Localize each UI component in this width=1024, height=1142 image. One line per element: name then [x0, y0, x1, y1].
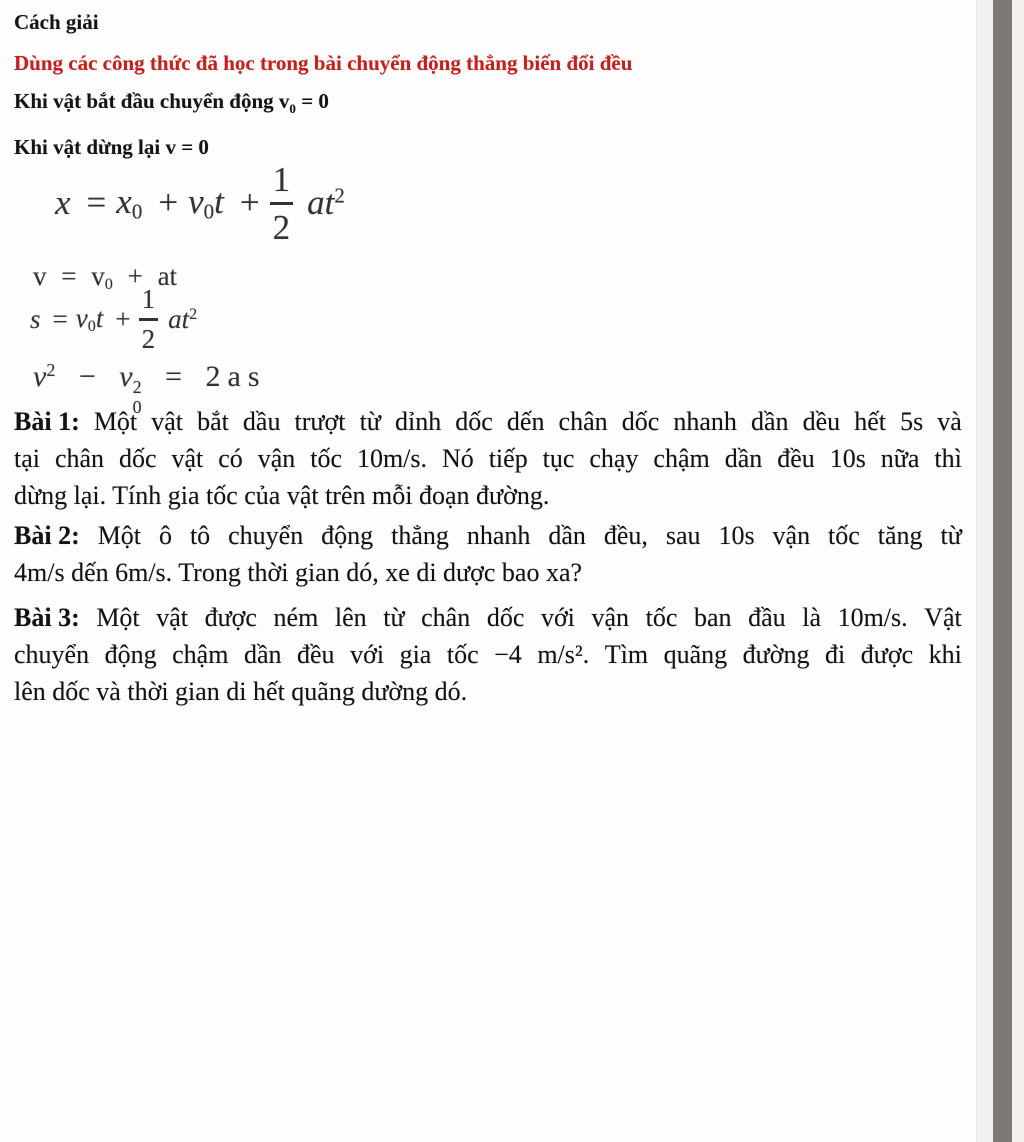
problem-word: nhanh	[673, 407, 737, 437]
problem-2	[14, 517, 962, 591]
minus-sign: −	[78, 360, 96, 394]
problem-word: quãng	[663, 640, 728, 670]
problem-word: sau	[665, 521, 701, 551]
scrollbar-thumb[interactable]	[993, 0, 1012, 1142]
problem-word: dần	[750, 407, 789, 437]
formula-velocity	[33, 261, 962, 294]
scrollbar-track[interactable]	[976, 0, 1024, 1142]
problem-word: dần	[243, 640, 282, 670]
problem-word: Vật	[924, 603, 962, 633]
problem-word: từ	[383, 603, 405, 633]
problem-word: chân	[54, 444, 105, 474]
problem-word: tăng	[877, 521, 923, 551]
problem-word: chuyển	[14, 640, 90, 670]
problem-word: Tìm	[604, 640, 649, 670]
problem-word: Một	[96, 603, 140, 633]
problem-word: tốc	[828, 521, 860, 551]
stop-condition: Khi vật dừng lại v = 0	[14, 135, 209, 160]
formula-term: at	[307, 183, 335, 223]
fraction-numerator: 1	[272, 159, 291, 199]
problem-3	[14, 599, 962, 710]
problem-word: dần	[724, 444, 763, 474]
problem-1-line-2	[14, 440, 962, 477]
problem-word: với	[350, 640, 385, 670]
problem-label: Bài 1:	[14, 407, 80, 437]
problem-text: lên dốc và thời gian di hết quãng dường dó.	[14, 677, 468, 707]
problem-3-line-2	[14, 636, 962, 673]
fraction-one-half	[270, 159, 294, 247]
problem-word: được	[204, 603, 257, 633]
problem-word: ô	[158, 521, 172, 551]
formula-subscript: 0	[87, 316, 96, 335]
problem-word: 10m/s.	[837, 603, 908, 633]
problem-word: dần	[548, 521, 586, 551]
problem-1-line-3	[14, 477, 962, 514]
formula-term: s	[30, 303, 41, 334]
formula-superscript: 2	[189, 304, 198, 323]
problem-word: ban	[693, 603, 732, 633]
formula-term: v	[75, 302, 88, 333]
formula-term: at	[168, 303, 190, 334]
problem-word: đều	[777, 444, 815, 474]
formula-subscript: 0	[203, 199, 215, 224]
problem-word: nhanh	[466, 521, 531, 551]
problem-word: lên	[334, 603, 367, 633]
problem-word: đường	[742, 640, 810, 670]
equals-sign: =	[61, 261, 77, 292]
formula-term: t	[214, 182, 224, 222]
formula-subscript: 0	[131, 199, 143, 224]
problem-word: đều,	[603, 521, 648, 551]
problem-word: dốc	[621, 407, 660, 437]
problem-word: 10s	[829, 444, 866, 474]
problem-word: Một	[97, 521, 142, 551]
formula-term: v	[91, 261, 105, 292]
fraction-one-half	[139, 283, 159, 354]
page-title: Cách giải	[14, 10, 99, 34]
equals-sign: =	[52, 303, 68, 334]
formula-position	[55, 159, 962, 247]
formula-term: at	[157, 261, 178, 292]
formula-term: v	[119, 360, 133, 394]
plus-sign: +	[239, 183, 260, 223]
formula-term: t	[95, 302, 104, 333]
plus-sign: +	[127, 261, 143, 292]
problem-word: hết	[854, 407, 886, 437]
problem-word: ném	[273, 603, 319, 633]
problem-2-line-1	[14, 517, 962, 554]
fraction-numerator: 1	[141, 283, 156, 314]
problem-word: chạy	[589, 444, 639, 474]
start-condition-value: = 0	[295, 89, 329, 113]
problem-word: được	[860, 640, 914, 670]
formula-superscript: 2	[334, 183, 345, 208]
start-condition-text: Khi vật bắt đầu chuyển động v	[14, 89, 290, 113]
fraction-denominator: 2	[139, 318, 159, 353]
equals-sign: =	[86, 183, 107, 223]
problem-2-line-2	[14, 554, 962, 591]
problem-word: 10s	[718, 521, 755, 551]
problem-word: động	[321, 521, 374, 551]
problem-word: thì	[934, 444, 962, 474]
formula-term: x	[55, 183, 71, 223]
problem-word: đều	[297, 640, 335, 670]
problem-word: từ	[359, 407, 381, 437]
problem-text: dừng lại. Tính gia tốc của vật trên mỗi đoạn đường.	[14, 481, 550, 511]
problem-word: tục	[542, 444, 575, 474]
problem-word: có	[218, 444, 243, 474]
document-page	[14, 0, 962, 710]
formula-term: 2as	[205, 360, 267, 394]
problem-word: m/s².	[537, 640, 590, 670]
formula-term: v	[33, 360, 47, 394]
problem-word: với	[540, 603, 575, 633]
problem-word: chậm	[172, 640, 229, 670]
formula-subscript: 0	[132, 397, 142, 418]
problem-word: gia	[399, 640, 432, 670]
problem-word: −4	[494, 640, 522, 670]
formula-term: x	[116, 182, 132, 222]
problem-word: nữa	[880, 444, 920, 474]
problem-word: và	[937, 407, 962, 437]
problem-word: Một	[93, 407, 138, 437]
problem-word: đi	[825, 640, 846, 670]
problem-word: tốc	[310, 444, 342, 474]
problem-word: là	[802, 603, 821, 633]
equals-sign: =	[165, 360, 182, 394]
problem-word: tốc	[645, 603, 678, 633]
problem-word: dỉnh	[394, 407, 442, 437]
problem-word: vật	[171, 444, 204, 474]
problem-word: tại	[14, 444, 40, 474]
problem-word: chân	[421, 603, 471, 633]
formula-term: v	[33, 261, 47, 292]
problem-word: Nó	[441, 444, 474, 474]
formula-term: v	[188, 182, 204, 222]
start-condition-subscript: 0	[289, 101, 296, 117]
plus-sign: +	[115, 303, 131, 334]
problem-word: dốc	[455, 407, 493, 437]
formula-superscript: 2	[132, 377, 142, 398]
problem-3-line-1	[14, 599, 962, 636]
method-heading: Dùng các công thức đã học trong bài chuyển động thẳng biến đổi đều	[14, 51, 633, 75]
problem-word: chuyển	[228, 521, 304, 551]
formula-velocity-squared	[33, 352, 962, 418]
problem-word: bắt	[197, 407, 229, 437]
problem-word: dầu	[242, 407, 281, 437]
problem-word: vận	[772, 521, 811, 551]
problem-word: tốc	[446, 640, 479, 670]
problem-word: dến	[506, 407, 545, 437]
problem-word: dều	[802, 407, 841, 437]
problem-word: trượt	[294, 407, 346, 437]
problem-word: 5s	[900, 407, 924, 437]
problem-word: vận	[257, 444, 296, 474]
problem-3-line-3	[14, 673, 962, 710]
start-condition	[14, 89, 962, 121]
problem-label: Bài 2:	[14, 521, 80, 551]
problem-word: dốc	[119, 444, 157, 474]
formula-distance	[30, 283, 962, 354]
problem-label: Bài 3:	[14, 603, 80, 633]
problem-word: động	[104, 640, 157, 670]
problem-word: 10m/s.	[356, 444, 428, 474]
problem-word: vận	[591, 603, 630, 633]
problem-word: thẳng	[391, 521, 449, 551]
problem-word: từ	[940, 521, 962, 551]
problem-word: vật	[151, 407, 183, 437]
problem-1-line-1	[14, 403, 962, 440]
problem-text: 4m/s dến 6m/s. Trong thời gian dó, xe di dược bao xa?	[14, 558, 583, 588]
problem-1	[14, 403, 962, 514]
problem-word: khi	[928, 640, 962, 670]
plus-sign: +	[158, 183, 179, 223]
formula-superscript: 2	[46, 360, 56, 381]
problem-word: tô	[189, 521, 211, 551]
problem-word: đầu	[748, 603, 786, 633]
formula-subscript: 0	[104, 275, 113, 294]
problem-word: tiếp	[488, 444, 528, 474]
problem-word: dốc	[486, 603, 525, 633]
fraction-denominator: 2	[270, 202, 294, 245]
problem-word: chậm	[653, 444, 710, 474]
problem-word: vật	[156, 603, 188, 633]
problem-word: chân	[558, 407, 608, 437]
